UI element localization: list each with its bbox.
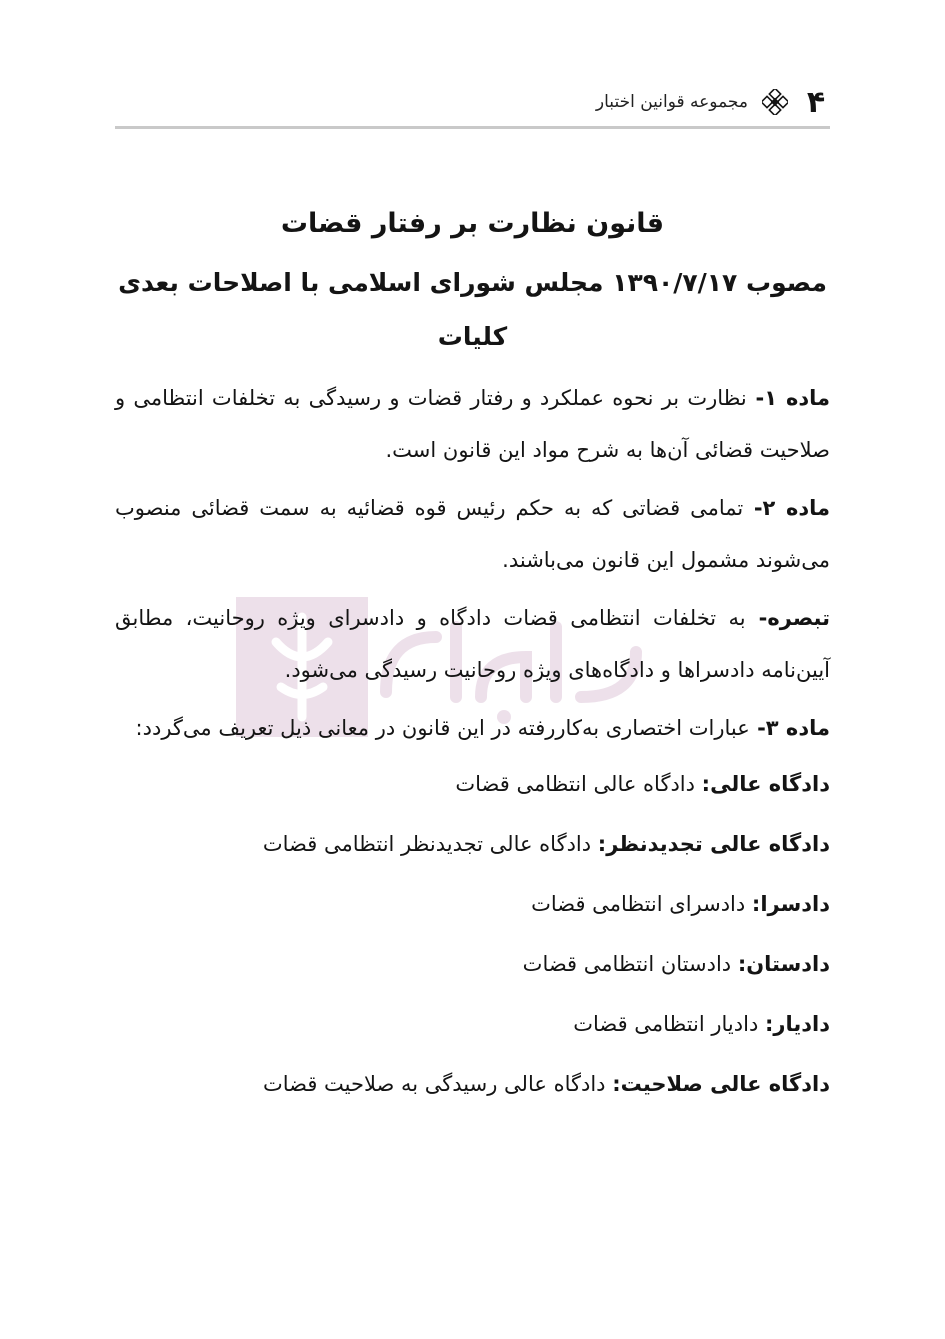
note-label: تبصره-: [745, 606, 830, 630]
definition-meaning: دادگاه عالی انتظامی قضات: [455, 772, 702, 796]
law-subtitle: مصوب ۱۳۹۰/۷/۱۷ مجلس شورای اسلامی با اصلاحات بعدی: [118, 268, 827, 297]
article-label: ماده ۱-: [746, 386, 831, 410]
definition-term: دادستان:: [737, 952, 830, 976]
article-text: عبارات اختصاری به‌کاررفته در این قانون در معانی ذیل تعریف می‌گردد:: [135, 716, 750, 740]
article-text: تمامی قضاتی که به حکم رئیس قوه قضائیه به سمت قضائی منصوب می‌شوند مشمول این قانون می‌باشند.: [115, 496, 830, 572]
document-body: [115, 192, 830, 1114]
definition-meaning: دادگاه عالی تجدیدنظر انتظامی قضات: [262, 832, 598, 856]
definition-term: دادگاه عالی صلاحیت:: [612, 1072, 830, 1096]
note-text: به تخلفات انتظامی قضات دادگاه و دادسرای ویژه روحانیت، مطابق آیین‌نامه دادسراها و دادگاه‌های ویژه روحانیت رسیدگی می‌شود.: [115, 606, 830, 682]
section-heading: کلیات: [437, 322, 508, 351]
article-2: [115, 482, 830, 586]
page-number: ۴: [806, 84, 826, 120]
definition-meaning: دادگاه عالی رسیدگی به صلاحیت قضات: [262, 1072, 613, 1096]
definition-item: [115, 814, 830, 874]
definition-meaning: دادسرای انتظامی قضات: [531, 892, 752, 916]
four-petal-ornament-icon: [762, 89, 788, 115]
definition-list: [115, 754, 830, 1114]
note: [115, 592, 830, 696]
article-label: ماده ۳-: [749, 716, 830, 740]
definition-meaning: دادیار انتظامی قضات: [573, 1012, 765, 1036]
definition-item: [115, 934, 830, 994]
definition-term: دادگاه عالی:: [701, 772, 830, 796]
definition-item: [115, 754, 830, 814]
definition-item: [115, 1054, 830, 1114]
page-header: [115, 78, 830, 129]
definition-item: [115, 994, 830, 1054]
definition-term: دادیار:: [764, 1012, 830, 1036]
definition-meaning: دادستان انتظامی قضات: [522, 952, 738, 976]
definition-term: دادگاه عالی تجدیدنظر:: [597, 832, 830, 856]
article-3: [115, 702, 830, 754]
article-text: نظارت بر نحوه عملکرد و رفتار قضات و رسیدگی به تخلفات انتظامی و صلاحیت قضائی آن‌ها به شرح مواد این قانون است.: [115, 386, 830, 462]
article-label: ماده ۲-: [743, 496, 831, 520]
definition-term: دادسرا:: [751, 892, 830, 916]
article-1: [115, 372, 830, 476]
law-title: قانون نظارت بر رفتار قضات: [280, 208, 665, 239]
definition-item: [115, 874, 830, 934]
running-title: مجموعه قوانین اختبار: [595, 92, 748, 112]
